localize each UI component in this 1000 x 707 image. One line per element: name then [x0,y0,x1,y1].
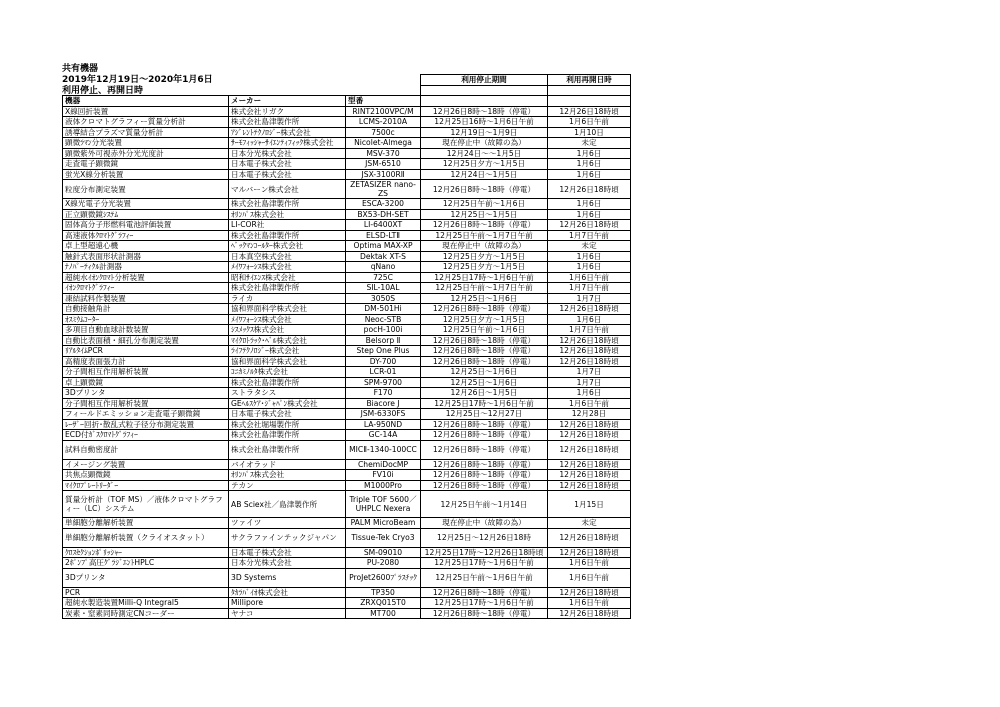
maker-cell: バイオラッド [229,459,346,470]
resume-cell: 12月26日18時頃 [548,180,631,199]
resume-cell: 12月26日18時頃 [548,587,631,598]
device-cell: イメージング装置 [63,459,229,470]
stop-period-cell: 現在停止中（故障の為） [421,138,548,149]
resume-cell: 1月6日 [548,169,631,180]
device-cell: 自動比表面積・細孔分布測定装置 [63,335,229,346]
col-maker-header: メーカー [229,96,346,107]
resume-cell: 1月10日 [548,127,631,138]
model-cell: MT700 [346,608,421,619]
table-row [63,106,631,117]
equipment-table [62,74,631,619]
device-cell: 蛍光X線分析装置 [63,169,229,180]
model-cell: SM-09010 [346,547,421,558]
table-row [63,518,631,529]
maker-cell: 協和界面科学株式会社 [229,304,346,315]
resume-cell: 1月6日午前 [548,398,631,409]
model-cell: 725C [346,272,421,283]
maker-cell: 株式会社島津製作所 [229,230,346,241]
maker-cell: ｺﾆｶﾐﾉﾙﾀ株式会社 [229,367,346,378]
table-row [63,314,631,325]
maker-cell: 日本電子株式会社 [229,409,346,420]
resume-cell: 1月7日 [548,293,631,304]
resume-cell: 12月26日18時頃 [548,480,631,491]
stop-period-cell: 現在停止中（故障の為） [421,241,548,252]
resume-cell: 1月6日 [548,148,631,159]
stop-period-cell: 12月26日8時～18時（停電） [421,459,548,470]
col-model-header: 型番 [346,96,421,107]
stop-period-cell: 12月26日～1月5日 [421,388,548,399]
stop-period-cell: 現在停止中（故障の為） [421,518,548,529]
model-cell: FV10i [346,470,421,481]
stop-period-cell: 12月25日午前～1月7日午前 [421,283,548,294]
table-row [63,283,631,294]
resume-cell: 未定 [548,241,631,252]
model-cell: Tissue-Tek Cryo3 [346,528,421,547]
table-row [63,169,631,180]
model-cell: ELSD-LTⅡ [346,230,421,241]
table-row [63,251,631,262]
stop-period-cell: 12月25日夕方～1月5日 [421,262,548,273]
model-cell: JSX-3100RⅡ [346,169,421,180]
model-cell: Neoc-STB [346,314,421,325]
table-header-top [63,75,631,86]
model-cell: pocH-100i [346,325,421,336]
device-cell: 分子間相互作用解析装置 [63,398,229,409]
maker-cell: 日本電子株式会社 [229,159,346,170]
maker-cell: ストラタシス [229,388,346,399]
stop-period-cell: 12月26日8時～18時（停電） [421,480,548,491]
model-cell: ZRXQ015T0 [346,598,421,609]
maker-cell: ﾒｲﾜﾌｫｰｼｽ株式会社 [229,314,346,325]
stop-period-cell: 12月25日午前～1月6日 [421,325,548,336]
resume-cell: 12月26日18時頃 [548,528,631,547]
resume-cell: 12月28日 [548,409,631,420]
device-cell: ECD付ｶﾞｽｸﾛﾏﾄｸﾞﾗﾌｨｰ [63,430,229,441]
table-row [63,430,631,441]
maker-cell: 日本電子株式会社 [229,547,346,558]
model-cell: 7500c [346,127,421,138]
device-cell: ﾘｱﾙﾀｲﾑPCR [63,346,229,357]
table-row [63,480,631,491]
maker-cell: 日本電子株式会社 [229,169,346,180]
table-row [63,568,631,587]
model-cell: Biacore J [346,398,421,409]
table-row [63,470,631,481]
table-row [63,558,631,569]
stop-period-cell: 12月26日8時～18時（停電） [421,220,548,231]
table-row [63,304,631,315]
resume-cell: 12月26日18時頃 [548,547,631,558]
stop-period-cell: 12月25日午前～1月6日午前 [421,568,548,587]
resume-cell: 1月7日午前 [548,283,631,294]
resume-cell: 12月26日18時頃 [548,304,631,315]
model-cell: Triple TOF 5600／UHPLC Nexera [346,491,421,518]
model-cell: M1000Pro [346,480,421,491]
stop-period-cell: 12月26日8時～18時（停電） [421,304,548,315]
stop-period-cell: 12月25日夕方～1月5日 [421,159,548,170]
maker-cell: AB Sciex社／島津製作所 [229,491,346,518]
stop-period-cell: 12月25日夕方～1月5日 [421,251,548,262]
device-cell: 3Dプリンタ [63,388,229,399]
device-cell: 凍結試料作製装置 [63,293,229,304]
table-row [63,598,631,609]
model-cell: DM-501Hi [346,304,421,315]
model-cell: ChemiDocMP [346,459,421,470]
maker-cell: 株式会社島津製作所 [229,283,346,294]
stop-period-cell: 12月24日～～1月5日 [421,148,548,159]
device-cell: ﾏｲｸﾛﾌﾟﾚｰﾄﾘｰﾀﾞｰ [63,480,229,491]
maker-cell: Millipore [229,598,346,609]
maker-cell: 株式会社リガク [229,106,346,117]
resume-cell: 1月7日午前 [548,230,631,241]
stop-period-cell: 12月24日～1月5日 [421,169,548,180]
device-cell: 3Dプリンタ [63,568,229,587]
table-row [63,293,631,304]
maker-cell: ツァイツ [229,518,346,529]
resume-cell: 12月26日18時頃 [548,356,631,367]
resume-cell: 1月6日 [548,388,631,399]
resume-cell: 1月6日午前 [548,117,631,128]
resume-cell: 1月6日 [548,251,631,262]
table-row [63,241,631,252]
stop-period-cell: 12月26日8時～18時（停電） [421,608,548,619]
device-cell: X線光電子分光装置 [63,199,229,210]
device-cell: 2ﾎﾟﾝﾌﾟ高圧ｸﾞﾗｼﾞｴﾝﾄHPLC [63,558,229,569]
model-cell: GC-14A [346,430,421,441]
resume-cell: 1月6日 [548,209,631,220]
resume-cell: 1月7日午前 [548,325,631,336]
stop-period-cell: 12月25日午前～1月7日午前 [421,230,548,241]
device-cell: 超純水製造装置Milli-Q Integral5 [63,598,229,609]
stop-period-cell: 12月25日午前～1月6日 [421,199,548,210]
device-cell: ﾚｰｻﾞｰ回折･散乱式粒子径分布測定装置 [63,419,229,430]
stop-period-cell: 12月26日8時～18時（停電） [421,430,548,441]
maker-cell: ｱｼﾞﾚﾝﾄﾃｸﾉﾛｼﾞｰ株式会社 [229,127,346,138]
maker-cell: サクラファインテックジャパン [229,528,346,547]
device-cell: ｵｽﾐｳﾑｺｰﾀｰ [63,314,229,325]
table-row [63,398,631,409]
model-cell: Dektak XT-S [346,251,421,262]
resume-cell: 12月26日18時頃 [548,470,631,481]
doc-title: 共有機器 [62,64,99,74]
model-cell: JSM-6510 [346,159,421,170]
resume-cell: 12月26日18時頃 [548,220,631,231]
model-cell: Belsorp Ⅱ [346,335,421,346]
stop-period-cell: 12月26日8時～18時（停電） [421,335,548,346]
table-row [63,587,631,598]
device-cell: 誘導結合プラズマ質量分析計 [63,127,229,138]
stop-period-cell: 12月26日8時～18時（停電） [421,419,548,430]
doc-period: 2019年12月19日～2020年1月6日 [62,75,213,85]
maker-cell: マルバーン株式会社 [229,180,346,199]
stop-period-cell: 12月25日～1月5日 [421,209,548,220]
table-row [63,138,631,149]
device-cell: 単細胞分離解析装置（クライオスタット） [63,528,229,547]
resume-cell: 12月26日18時頃 [548,608,631,619]
model-cell: ESCA-3200 [346,199,421,210]
device-cell: 分子間相互作用解析装置 [63,367,229,378]
stop-period-cell: 12月25日16時～1月6日午前 [421,117,548,128]
model-cell: Optima MAX-XP [346,241,421,252]
model-cell: LA-950ND [346,419,421,430]
model-cell: MSV-370 [346,148,421,159]
maker-cell: 日本分光株式会社 [229,558,346,569]
stop-period-cell: 12月25日～1月6日 [421,377,548,388]
maker-cell: 昭和ｻｲｴﾝｽ株式会社 [229,272,346,283]
table-row [63,367,631,378]
device-cell: 共焦点顕微鏡 [63,470,229,481]
model-cell: qNano [346,262,421,273]
table-row [63,230,631,241]
model-cell: SPM-9700 [346,377,421,388]
device-cell: 固体高分子形燃料電池評価装置 [63,220,229,231]
model-cell: RINT2100VPC/M [346,106,421,117]
device-cell: フィールドエミッション走査電子顕微鏡 [63,409,229,420]
col-resume-header: 利用再開日時 [548,75,631,86]
device-cell: 卓上顕微鏡 [63,377,229,388]
model-cell: BX53-DH-SET [346,209,421,220]
maker-cell: 3D Systems [229,568,346,587]
device-cell: PCR [63,587,229,598]
maker-cell: 株式会社堀場製作所 [229,419,346,430]
stop-period-cell: 12月25日17時～1月6日午前 [421,272,548,283]
resume-cell: 1月6日 [548,199,631,210]
device-cell: 顕微ﾗﾏﾝ分光装置 [63,138,229,149]
table-row [63,209,631,220]
device-cell: 単細胞分離解析装置 [63,518,229,529]
model-cell: PU-2080 [346,558,421,569]
table-row [63,117,631,128]
maker-cell: 株式会社島津製作所 [229,440,346,459]
model-cell: LI-6400XT [346,220,421,231]
resume-cell: 1月7日 [548,367,631,378]
table-row [63,419,631,430]
device-cell: ﾅﾉﾊﾟｰﾃｨｸﾙ計測器 [63,262,229,273]
resume-cell: 12月26日18時頃 [548,459,631,470]
resume-cell: 12月26日18時頃 [548,430,631,441]
table-row [63,547,631,558]
model-cell: JSM-6330FS [346,409,421,420]
device-cell: 自動接触角計 [63,304,229,315]
stop-period-cell: 12月25日～12月26日18時 [421,528,548,547]
device-cell: 高精度表面張力計 [63,356,229,367]
table-row [63,608,631,619]
model-cell: LCMS-2010A [346,117,421,128]
maker-cell: ｼｽﾒｯｸｽ株式会社 [229,325,346,336]
resume-cell: 1月15日 [548,491,631,518]
device-cell: 走査電子顕微鏡 [63,159,229,170]
maker-cell: 日本分光株式会社 [229,148,346,159]
table-row [63,491,631,518]
device-cell: 試料自動密度計 [63,440,229,459]
table-row [63,199,631,210]
table-row [63,388,631,399]
stop-period-cell: 12月25日17時～1月6日午前 [421,558,548,569]
device-cell: 超純水ｲｵﾝｸﾛﾏﾄ分析装置 [63,272,229,283]
maker-cell: ﾀｶﾗﾊﾞｲｵ株式会社 [229,587,346,598]
resume-cell: 1月6日 [548,159,631,170]
device-cell: ｲｵﾝｸﾛﾏﾄｸﾞﾗﾌｨｰ [63,283,229,294]
table-row [63,528,631,547]
maker-cell: 株式会社島津製作所 [229,117,346,128]
device-cell: 質量分析計（TOF MS）／液体クロマトグラフィー（LC）システム [63,491,229,518]
col-device-header: 機器 [63,96,229,107]
table-row [63,409,631,420]
maker-cell: ｵﾘﾝﾊﾟｽ株式会社 [229,209,346,220]
device-cell: 顕微紫外可視赤外分光光度計 [63,148,229,159]
table-header-spacer [63,85,631,96]
model-cell: MICⅡ-1340-100CC [346,440,421,459]
table-column-headers [63,96,631,107]
table-row [63,180,631,199]
resume-cell: 12月26日18時頃 [548,106,631,117]
maker-cell: ｻｰﾓﾌｨｯｼｬｰｻｲｴﾝﾃｨﾌｨｯｸ株式会社 [229,138,346,149]
table-row [63,127,631,138]
maker-cell: 株式会社島津製作所 [229,377,346,388]
maker-cell: GEﾍﾙｽｹｱ･ｼﾞｬﾊﾟﾝ株式会社 [229,398,346,409]
model-cell: Step One Plus [346,346,421,357]
maker-cell: 日本真空株式会社 [229,251,346,262]
stop-period-cell: 12月25日夕方～1月5日 [421,314,548,325]
resume-cell: 1月6日午前 [548,598,631,609]
maker-cell: ライカ [229,293,346,304]
model-cell: PALM MicroBeam [346,518,421,529]
table-row [63,356,631,367]
stop-period-cell: 12月25日午前～1月14日 [421,491,548,518]
resume-cell: 未定 [548,138,631,149]
table-row [63,335,631,346]
maker-cell: ﾒｲﾜﾌｫｰｼｽ株式会社 [229,262,346,273]
device-cell: 液体クロマトグラフィー質量分析計 [63,117,229,128]
stop-period-cell: 12月26日8時～18時（停電） [421,440,548,459]
stop-period-cell: 12月25日～1月6日 [421,293,548,304]
stop-period-cell: 12月26日8時～18時（停電） [421,587,548,598]
resume-cell: 12月26日18時頃 [548,440,631,459]
stop-period-cell: 12月26日8時～18時（停電） [421,180,548,199]
maker-cell: ﾍﾞｯｸﾏﾝｺｰﾙﾀｰ株式会社 [229,241,346,252]
resume-cell: 12月26日18時頃 [548,346,631,357]
maker-cell: ﾗｲﾌﾃｸﾉﾛｼﾞｰ株式会社 [229,346,346,357]
table-row [63,325,631,336]
device-cell: 卓上型超遠心機 [63,241,229,252]
resume-cell: 1月6日午前 [548,558,631,569]
device-cell: 炭素・窒素同時測定CNコーダー [63,608,229,619]
table-row [63,440,631,459]
maker-cell: 協和界面科学株式会社 [229,356,346,367]
stop-period-cell: 12月19日～1月9日 [421,127,548,138]
table-row [63,272,631,283]
maker-cell: ヤナコ [229,608,346,619]
device-cell: ｸﾛｽｾｸｼｮﾝﾎﾟﾘｯｼｬｰ [63,547,229,558]
device-cell: 触針式表面形状計測器 [63,251,229,262]
device-cell: 多項目自動血球計数装置 [63,325,229,336]
device-cell: 高速液体ｸﾛﾏﾄｸﾞﾗﾌｨｰ [63,230,229,241]
model-cell: 3050S [346,293,421,304]
model-cell: SIL-10AL [346,283,421,294]
doc-subtitle: 利用停止、再開日時 [62,86,144,96]
device-cell: X線回折装置 [63,106,229,117]
model-cell: TP350 [346,587,421,598]
model-cell: DY-700 [346,356,421,367]
stop-period-cell: 12月25日17時～12月26日18時頃 [421,547,548,558]
table-row [63,377,631,388]
resume-cell: 12月26日18時頃 [548,335,631,346]
col-stop-header: 利用停止期間 [421,75,548,86]
stop-period-cell: 12月26日8時～18時（停電） [421,106,548,117]
stop-period-cell: 12月25日17時～1月6日午前 [421,598,548,609]
resume-cell: 未定 [548,518,631,529]
resume-cell: 1月6日 [548,262,631,273]
device-cell: 正立顕微鏡ｼｽﾃﾑ [63,209,229,220]
device-cell: 粒度分布測定装置 [63,180,229,199]
maker-cell: テカン [229,480,346,491]
model-cell: ProJet2600ﾌﾟﾗｽﾁｯｸ [346,568,421,587]
resume-cell: 1月6日午前 [548,568,631,587]
maker-cell: ｵﾘﾝﾊﾟｽ株式会社 [229,470,346,481]
maker-cell: 株式会社島津製作所 [229,430,346,441]
model-cell: LCR-01 [346,367,421,378]
stop-period-cell: 12月26日8時～18時（停電） [421,356,548,367]
table-row [63,220,631,231]
resume-cell: 1月7日 [548,377,631,388]
table-row [63,262,631,273]
model-cell: Nicolet-Almega [346,138,421,149]
stop-period-cell: 12月25日17時～1月6日午前 [421,398,548,409]
stop-period-cell: 12月26日8時～18時（停電） [421,346,548,357]
maker-cell: LI-COR社 [229,220,346,231]
maker-cell: ﾏｲｸﾛﾄﾗｯｸ･ﾍﾞﾙ株式会社 [229,335,346,346]
maker-cell: 株式会社島津製作所 [229,199,346,210]
table-row [63,346,631,357]
stop-period-cell: 12月26日8時～18時（停電） [421,470,548,481]
table-row [63,459,631,470]
resume-cell: 1月6日 [548,314,631,325]
table-row [63,159,631,170]
resume-cell: 12月26日18時頃 [548,419,631,430]
stop-period-cell: 12月25日～12月27日 [421,409,548,420]
table-row [63,148,631,159]
model-cell: ZETASIZER nano-ZS [346,180,421,199]
stop-period-cell: 12月25日～1月6日 [421,367,548,378]
model-cell: F170 [346,388,421,399]
resume-cell: 1月6日午前 [548,272,631,283]
